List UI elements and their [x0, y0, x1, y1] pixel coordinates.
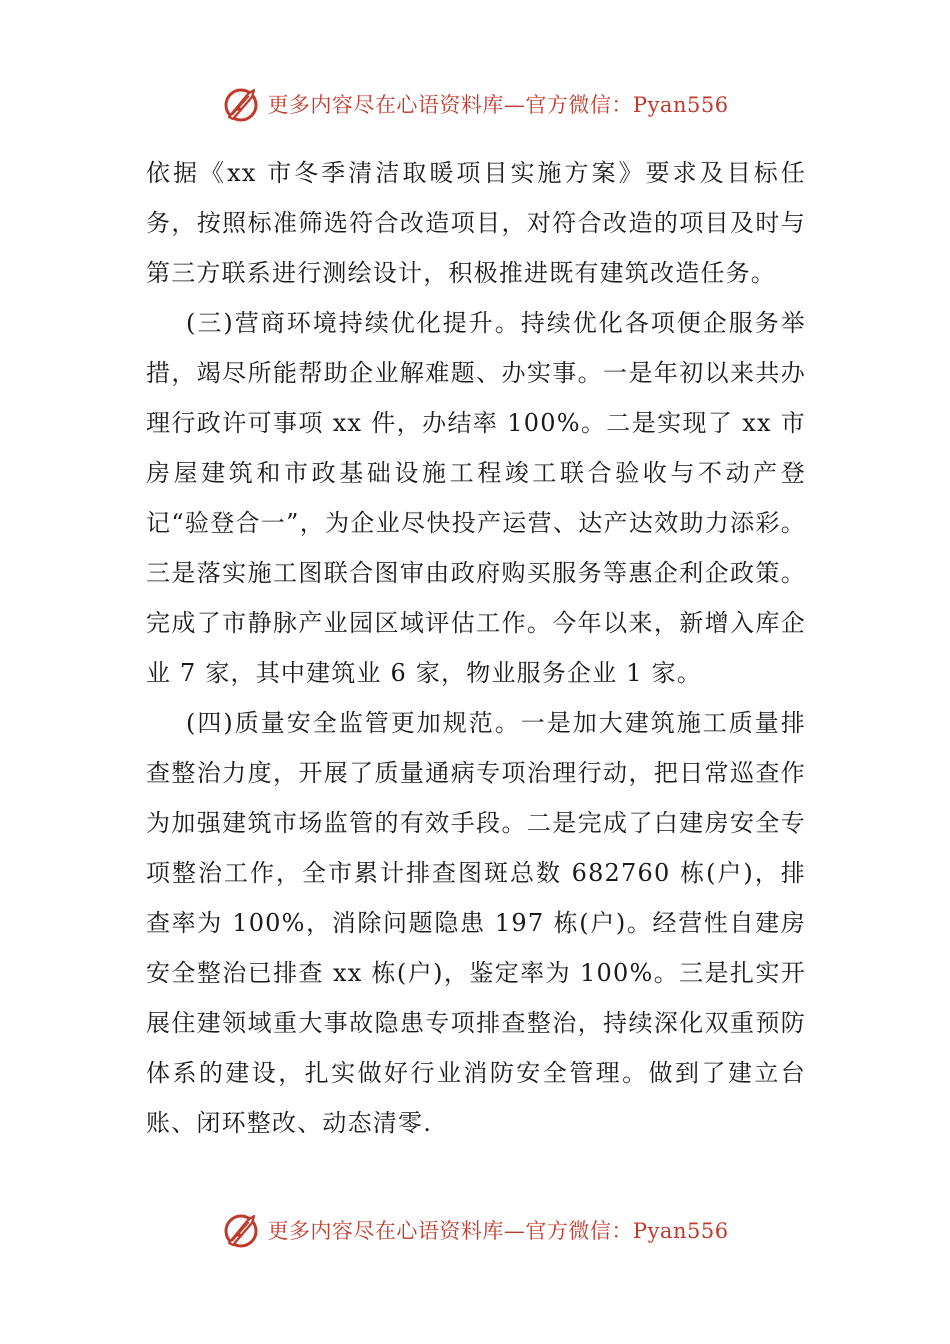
paragraph-3: (四)质量安全监管更加规范。一是加大建筑施工质量排查整治力度，开展了质量通病专项治理行动，把日常巡查作为加强建筑市场监管的有效手段。二是完成了白建房安全专项整治工作，全市累计排查图斑总数 682760 栋(户)，排查率为 100%，消除问题隐患 197 栋(户)。经营性自建房安全整治已排查 xx 栋(户)，鉴定率为 100%。三是扎实开展住建领域重大事故隐患专项排查整治，持续深化双重预防体系的建设，扎实做好行业消防安全管理。做到了建立台账、闭环整改、动态清零.: [146, 709, 806, 1137]
footer-banner-text: 更多内容尽在心语资料库—官方微信：Pyan556: [267, 1219, 729, 1243]
paragraph-2: (三)营商环境持续优化提升。持续优化各项便企服务举措，竭尽所能帮助企业解难题、办实事。一是年初以来共办理行政许可事项 xx 件，办结率 100%。二是实现了 xx 市房屋建筑和市政基础设施工程竣工联合验收与不动产登记“验登合一”，为企业尽快投产运营、达产达效助力添彩。三是落实施工图联合图审由政府购买服务等惠企利企政策。完成了市静脉产业园区域评估工作。今年以来，新增入库企业 7 家，其中建筑业 6 家，物业服务企业 1 家。: [146, 309, 806, 687]
pen-nib-circle-icon: [221, 84, 261, 124]
pen-nib-circle-icon: [221, 1210, 261, 1250]
paragraph-1: 依据《xx 市冬季清洁取暖项目实施方案》要求及目标任务，按照标准筛选符合改造项目，对符合改造的项目及时与第三方联系进行测绘设计，积极推进既有建筑改造任务。: [146, 159, 806, 287]
document-body: [146, 148, 806, 1148]
header-banner-text: 更多内容尽在心语资料库—官方微信：Pyan556: [267, 93, 729, 117]
header-banner: [0, 82, 950, 126]
footer-banner: [0, 1208, 950, 1252]
